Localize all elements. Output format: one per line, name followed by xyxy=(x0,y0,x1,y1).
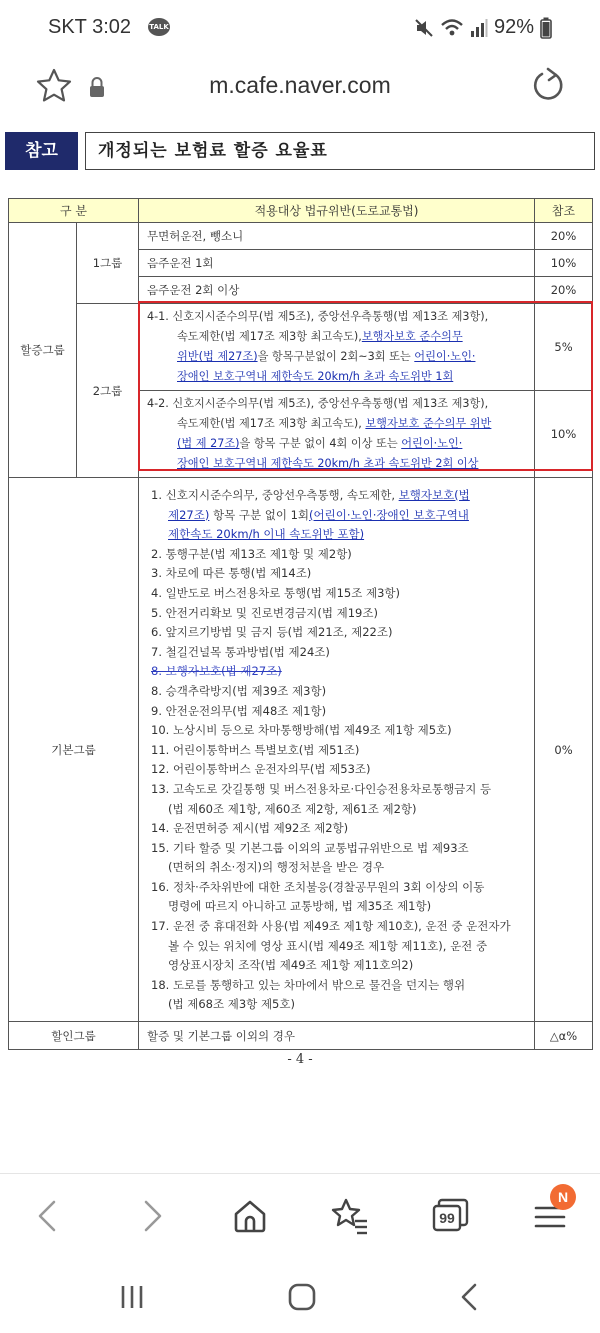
group2-row1-desc xyxy=(139,304,535,391)
table-header-row xyxy=(9,199,593,223)
group1-label: 1그룹 xyxy=(77,223,139,304)
g2r1-line4-text: 장애인 보호구역내 제한속도 20km/h 초과 속도위반 1회 xyxy=(177,370,454,383)
g2r2-line3c: 어린이·노인· xyxy=(401,437,463,450)
g2r2-line4-text: 장애인 보호구역내 제한속도 20km/h 초과 속도위반 2회 이상 xyxy=(177,457,479,470)
g2r2-line3b: 을 항목 구분 없이 4회 이상 또는 xyxy=(239,437,398,450)
g2r2-line1: 4-2. 신호지시준수의무(법 제5조), 중앙선우측통행(법 제13조 제3항), xyxy=(147,397,489,410)
basic-item1-text-a: 1. 신호지시준수의무, 중앙선우측통행, 속도제한, xyxy=(151,488,395,502)
surcharge-rate-table xyxy=(8,198,593,1050)
g2r2-line4 xyxy=(147,454,526,474)
browser-toolbar xyxy=(0,1173,600,1259)
list-item: (면허의 취소·정지)의 행정처분을 받은 경우 xyxy=(168,860,385,875)
list-item: 18. 도로를 통행하고 있는 차마에서 밖으로 물건을 던지는 행위 xyxy=(151,977,466,992)
recent-apps-icon[interactable] xyxy=(112,1277,152,1317)
list-item: (법 제60조 제1항, 제60조 제2항, 제61조 제2항) xyxy=(168,801,417,816)
list-item: 9. 안전운전의무(법 제48조 제1항) xyxy=(151,703,327,718)
header-category: 구 분 xyxy=(9,199,139,223)
list-item: 4. 일반도로 버스전용차로 통행(법 제15조 제3항) xyxy=(151,585,401,600)
g2r2-line3 xyxy=(147,434,526,454)
g2r1-line1: 4-1. 신호지시준수의무(법 제5조), 중앙선우측통행(법 제13조 제3항), xyxy=(147,310,489,323)
reload-icon[interactable] xyxy=(528,66,568,106)
g2r2-line2b: 보행자보호 준수의무 위반 xyxy=(365,417,492,430)
tabs-button[interactable] xyxy=(428,1194,472,1238)
g2r2-line2 xyxy=(147,414,526,434)
list-item: (법 제68조 제3항 제5호) xyxy=(168,997,295,1012)
table-row xyxy=(9,478,593,1022)
list-item: 5. 안전거리확보 및 진로변경금지(법 제19조) xyxy=(151,605,378,620)
group2-row1-pct: 5% xyxy=(535,304,593,391)
home-icon[interactable] xyxy=(228,1194,272,1238)
g2r2-line2a: 속도제한(법 제17조 제3항 최고속도), xyxy=(177,417,362,430)
basic-item1-text-b: 보행자보호(법 xyxy=(398,488,470,502)
bookmarks-icon[interactable] xyxy=(328,1194,372,1238)
battery-percent: 92% xyxy=(493,16,534,38)
basic-group-list xyxy=(139,478,535,1022)
basic-item1-text-f: 제한속도 20km/h 이내 속도위반 포함) xyxy=(168,527,365,542)
list-item: 3. 차로에 따른 통행(법 제14조) xyxy=(151,566,312,581)
list-item: 15. 기타 할증 및 기본그룹 이외의 교통법규위반으로 법 제93조 xyxy=(151,840,469,855)
wifi-icon xyxy=(440,18,464,38)
discount-group-label: 할인그룹 xyxy=(9,1022,139,1050)
kakaotalk-icon: TALK xyxy=(148,18,170,36)
table-row xyxy=(9,223,593,250)
table-row xyxy=(9,304,593,391)
list-item: 12. 어린이통학버스 운전자의무(법 제53조) xyxy=(151,762,371,777)
g2r1-line2b: 보행자보호 준수의무 xyxy=(361,330,463,343)
time-text: 3:02 xyxy=(92,16,132,38)
table-row xyxy=(9,1022,593,1050)
tabs-count: 99 xyxy=(439,1210,455,1226)
header-reference: 참조 xyxy=(535,199,593,223)
back-arrow-icon[interactable] xyxy=(26,1194,70,1238)
list-item: 볼 수 있는 위치에 영상 표시(법 제49조 제1항 제11호), 운전 중 xyxy=(168,938,488,953)
list-item: 2. 통행구분(법 제13조 제1항 및 제2항) xyxy=(151,546,352,561)
g2r1-line3b: 을 항목구분없이 2회~3회 또는 xyxy=(257,350,411,363)
group2-row2-pct: 10% xyxy=(535,391,593,478)
list-item: 영상표시장치 조작(법 제49조 제1항 제11호의2) xyxy=(168,958,414,973)
list-item: 8. 승객추락방지(법 제39조 제3항) xyxy=(151,683,327,698)
document-image xyxy=(0,118,600,1173)
list-item: 16. 정차·주차위반에 대한 조치불응(경찰공무원의 3회 이상의 이동 xyxy=(151,879,485,894)
group1-row1-pct: 20% xyxy=(535,223,593,250)
page-number: - 4 - xyxy=(287,1052,313,1067)
basic-group-pct: 0% xyxy=(535,478,593,1022)
document-header xyxy=(5,132,595,170)
back-nav-icon[interactable] xyxy=(450,1277,490,1317)
group2-row2-desc xyxy=(139,391,535,478)
struck-list-item: 8. 보행자보호(법 제27조) xyxy=(151,664,282,679)
g2r1-line3c: 어린이·노인· xyxy=(414,350,476,363)
g2r1-line2 xyxy=(147,327,526,347)
reference-badge: 참고 xyxy=(5,132,78,170)
forward-arrow-icon[interactable] xyxy=(130,1194,174,1238)
url-bar xyxy=(0,56,600,118)
list-item: 13. 고속도로 갓길통행 및 버스전용차로·다인승전용차로통행금지 등 xyxy=(151,781,492,796)
basic-group-label: 기본그룹 xyxy=(9,478,139,1022)
home-nav-icon[interactable] xyxy=(282,1277,322,1317)
list-item: 17. 운전 중 휴대전화 사용(법 제49조 제1항 제10호), 운전 중 운전자가 xyxy=(151,919,511,934)
carrier-text: SKT xyxy=(48,16,87,38)
status-carrier-time xyxy=(48,16,131,39)
status-bar xyxy=(0,0,600,56)
group1-row3-pct: 20% xyxy=(535,277,593,304)
g2r1-line3a: 위반(법 제27조) xyxy=(177,350,258,363)
basic-item1-text-c: 제27조) xyxy=(168,507,210,522)
group1-row3-desc: 음주운전 2회 이상 xyxy=(139,277,535,304)
list-item: 명령에 따르지 아니하고 교통방해, 법 제35조 제1항) xyxy=(168,899,432,914)
list-item: 6. 앞지르기방법 및 금지 등(법 제21조, 제22조) xyxy=(151,625,393,640)
basic-item-1b xyxy=(151,506,526,526)
g2r2-line3a: (법 제 27조) xyxy=(177,437,240,450)
battery-icon xyxy=(540,17,552,39)
signal-icon xyxy=(470,18,488,38)
group1-row1-desc: 무면허운전, 뺑소니 xyxy=(139,223,535,250)
group1-row2-desc: 음주운전 1회 xyxy=(139,250,535,277)
g2r1-line3 xyxy=(147,347,526,367)
mute-icon xyxy=(414,18,434,38)
surcharge-group-label: 할증그룹 xyxy=(9,223,77,478)
list-item: 11. 어린이통학버스 특별보호(법 제51조) xyxy=(151,742,360,757)
url-text[interactable]: m.cafe.naver.com xyxy=(209,72,391,98)
basic-item-1c xyxy=(151,525,526,545)
g2r1-line2a: 속도제한(법 제17조 제3항 최고속도), xyxy=(177,330,362,343)
list-item: 7. 철길건널목 통과방법(법 제24조) xyxy=(151,644,330,659)
list-item: 14. 운전면허증 제시(법 제92조 제2항) xyxy=(151,821,349,836)
discount-group-pct: △α% xyxy=(535,1022,593,1050)
group1-row2-pct: 10% xyxy=(535,250,593,277)
status-icons xyxy=(414,16,552,39)
basic-item1-text-e: (어린이·노인·장애인 보호구역내 xyxy=(309,507,469,522)
system-nav-bar xyxy=(0,1259,600,1333)
discount-group-desc: 할증 및 기본그룹 이외의 경우 xyxy=(139,1022,535,1050)
document-title: 개정되는 보험료 할증 요율표 xyxy=(85,132,595,170)
basic-item-1a xyxy=(151,486,526,506)
g2r1-line4 xyxy=(147,367,526,387)
basic-item1-text-d: 항목 구분 없이 1회 xyxy=(213,507,310,522)
notification-badge: N xyxy=(550,1184,576,1210)
header-violation: 적용대상 법규위반(도로교통법) xyxy=(139,199,535,223)
group2-label: 2그룹 xyxy=(77,304,139,478)
list-item: 10. 노상시비 등으로 차마통행방해(법 제49조 제1항 제5호) xyxy=(151,723,452,738)
